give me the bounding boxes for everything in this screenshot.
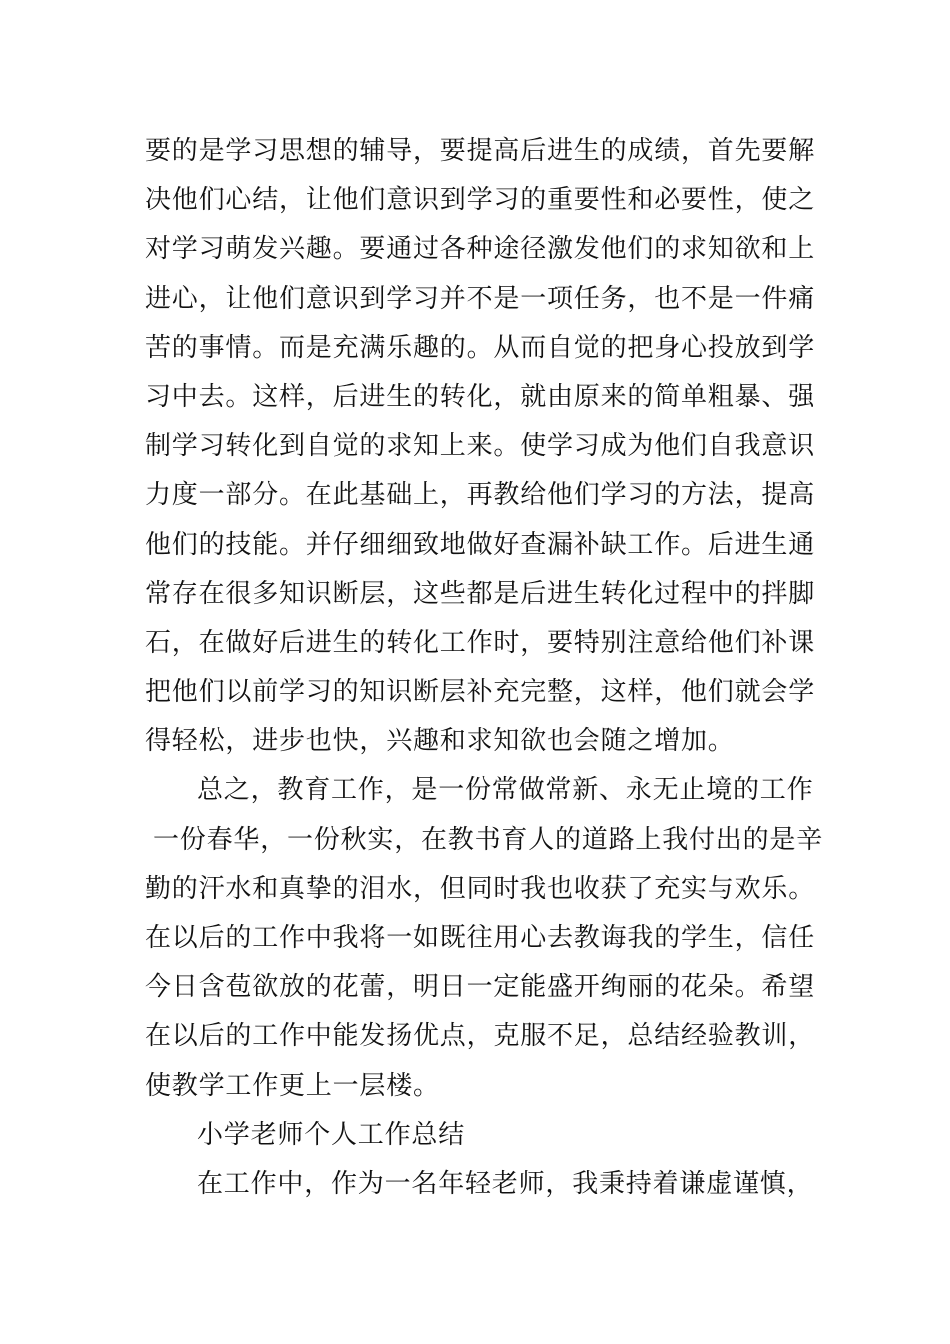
text-line: 力度一部分。在此基础上，再教给他们学习的方法，提高 (145, 480, 816, 511)
text-line: 勤的汗水和真挚的泪水，但同时我也收获了充实与欢乐。 (145, 873, 816, 904)
text-line: 今日含苞欲放的花蕾，明日一定能盛开绚丽的花朵。希望 (145, 972, 816, 1003)
text-line: 在以后的工作中能发扬优点，克服不足，总结经验教训， (145, 1021, 816, 1052)
text-line: 得轻松，进步也快，兴趣和求知欲也会随之增加。 (145, 726, 735, 757)
document-body-text (145, 127, 824, 1209)
text-line: 进心，让他们意识到学习并不是一项任务，也不是一件痛 (145, 283, 816, 314)
text-line: 制学习转化到自觉的求知上来。使学习成为他们自我意识 (145, 431, 816, 462)
section-heading: 小学老师个人工作总结 (197, 1119, 466, 1150)
text-line: 对学习萌发兴趣。要通过各种途径激发他们的求知欲和上 (145, 234, 816, 265)
text-line: 他们的技能。并仔细细致地做好查漏补缺工作。后进生通 (145, 529, 816, 560)
paragraph-start-line: 总之，教育工作，是一份常做常新、永无止境的工作 (197, 775, 814, 806)
text-line: 常存在很多知识断层，这些都是后进生转化过程中的拌脚 (145, 578, 816, 609)
text-line: 习中去。这样，后进生的转化，就由原来的简单粗暴、强 (145, 381, 816, 412)
text-line: 要的是学习思想的辅导，要提高后进生的成绩，首先要解 (145, 136, 816, 166)
text-line: 决他们心结，让他们意识到学习的重要性和必要性，使之 (145, 185, 816, 216)
text-line: 使教学工作更上一层楼。 (145, 1070, 440, 1101)
text-line: 在以后的工作中我将一如既往用心去教诲我的学生，信任 (145, 923, 816, 953)
text-line: 石，在做好后进生的转化工作时，要特别注意给他们补课 (145, 627, 816, 658)
text-line: 把他们以前学习的知识断层补充完整，这样，他们就会学 (145, 677, 816, 708)
text-line: 苦的事情。而是充满乐趣的。从而自觉的把身心投放到学 (145, 332, 816, 363)
paragraph-start-line: 在工作中，作为一名年轻老师，我秉持着谦虚谨慎， (197, 1168, 814, 1199)
text-line: 一份春华，一份秋实，在教书育人的道路上我付出的是辛 (153, 824, 824, 855)
